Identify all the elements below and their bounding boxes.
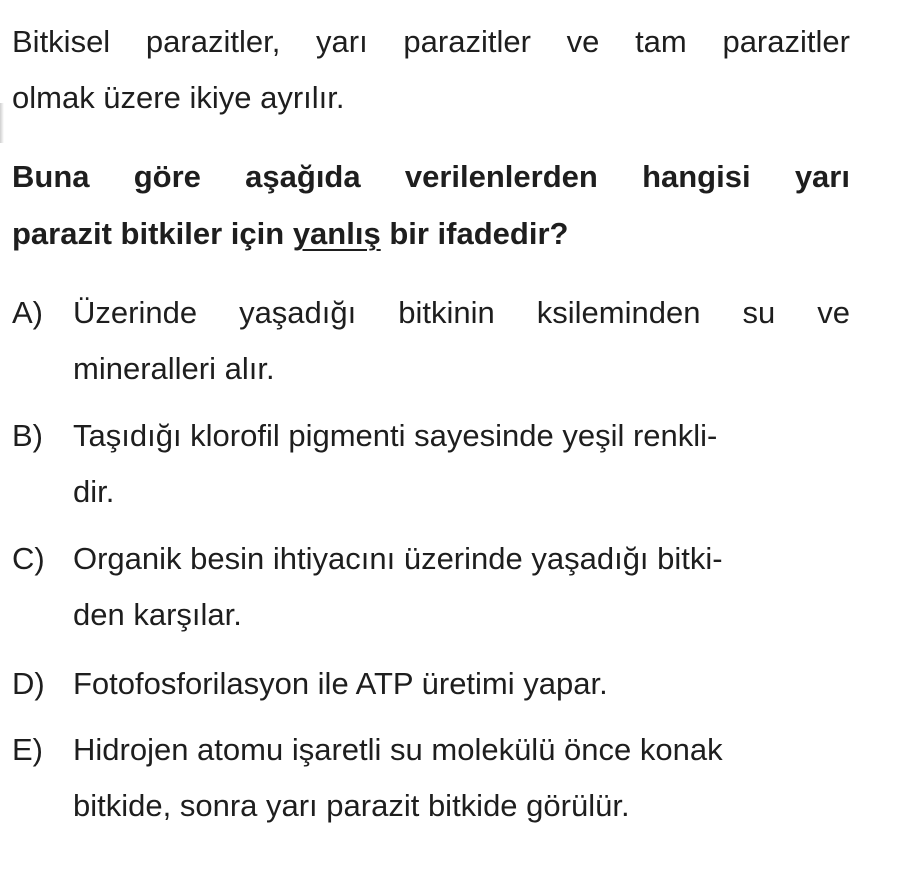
- question-text-after: bir ifadedir?: [380, 216, 569, 251]
- intro-word: parazitler,: [145, 24, 281, 59]
- question-word: yarı: [794, 159, 850, 194]
- question-word: aşağıda: [245, 159, 361, 194]
- question-line-2: [12, 216, 850, 252]
- question-word: verilenlerden: [404, 159, 598, 194]
- option-a-letter: A): [12, 295, 43, 330]
- intro-word: parazitler: [403, 24, 531, 59]
- intro-line-1: [12, 24, 850, 60]
- intro-line-2: olmak üzere ikiye ayrılır.: [12, 80, 345, 115]
- intro-word: ve: [566, 24, 600, 59]
- intro-word: Bitkisel: [12, 24, 111, 59]
- option-b-line-1: Taşıdığı klorofil pigmenti sayesinde yeşil renkli-: [73, 418, 718, 453]
- option-c-line-1: Organik besin ihtiyacını üzerinde yaşadığı bitki-: [73, 541, 723, 576]
- option-e-line-2: bitkide, sonra yarı parazit bitkide görülür.: [73, 788, 630, 823]
- option-e-line-1: Hidrojen atomu işaretli su molekülü önce konak: [73, 732, 723, 767]
- option-e-letter: E): [12, 732, 43, 767]
- intro-word: tam: [635, 24, 687, 59]
- question-word: Buna: [12, 159, 90, 194]
- option-a-word: ve: [817, 295, 850, 330]
- emphasis-underlined-word: yanlış: [292, 216, 381, 251]
- option-c-line-2: den karşılar.: [73, 597, 242, 632]
- option-d-letter: D): [12, 666, 45, 701]
- option-a-word: ksileminden: [536, 295, 701, 330]
- option-a-word: su: [742, 295, 776, 330]
- question-line-1: [12, 159, 850, 195]
- option-a-line-2: mineralleri alır.: [73, 351, 275, 386]
- option-a-line-1: [73, 295, 850, 331]
- intro-word: parazitler: [722, 24, 850, 59]
- option-b-letter: B): [12, 418, 43, 453]
- option-a-word: yaşadığı: [239, 295, 357, 330]
- intro-word: yarı: [316, 24, 368, 59]
- option-b-line-2: dir.: [73, 474, 115, 509]
- question-word: hangisi: [642, 159, 751, 194]
- page-edge-shadow: [0, 103, 4, 143]
- option-c-letter: C): [12, 541, 45, 576]
- option-a-word: Üzerinde: [73, 295, 198, 330]
- question-text-before: parazit bitkiler için: [12, 216, 293, 251]
- option-a-word: bitkinin: [398, 295, 495, 330]
- option-d-line-1: Fotofosforilasyon ile ATP üretimi yapar.: [73, 666, 608, 701]
- question-word: göre: [133, 159, 201, 194]
